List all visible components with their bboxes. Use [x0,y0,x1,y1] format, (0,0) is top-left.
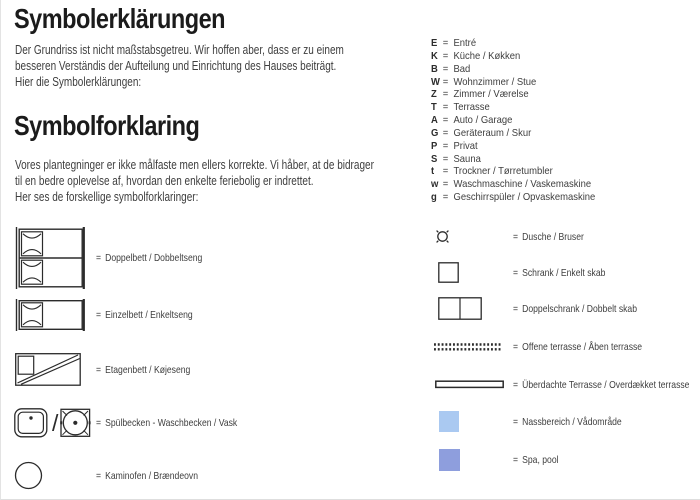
legend-item-stove [14,461,294,490]
abbr-row-P [431,140,595,153]
abbr-key: A [431,114,438,127]
legend-item-double-bed [15,227,295,289]
legend-label: = Etagenbett / Køjeseng [96,363,191,376]
abbr-row-S [431,153,595,166]
sink-rounded-icon [14,408,48,438]
abbr-value: Auto / Garage [453,114,513,127]
legend-label: = Spa, pool [513,454,559,466]
abbr-key: W [431,75,440,88]
abbr-row-A [431,114,595,127]
legend-item-cabinet [438,262,700,283]
abbr-key: g [431,191,437,204]
abbr-row-g [431,191,595,204]
legend-item-bunk-bed [15,353,295,386]
page-title-german: Symbolerklärungen [14,3,226,34]
abbr-row-K [431,50,595,63]
abbr-equals: = [442,114,449,127]
abbr-value: Waschmaschine / Vaskemaskine [453,178,592,191]
abbr-equals: = [442,88,449,101]
legend-label: = Überdachte Terrasse / Overdækket terrasse [513,378,690,391]
intro-line: Hier die Symbolerklärungen: [15,75,142,89]
legend-item-double-cabinet [438,297,700,320]
slash-separator: / [52,410,59,436]
legend-item-spa-pool [439,449,700,471]
abbr-row-W [431,76,595,89]
legend-label: = Offene terrasse / Åben terrasse [513,341,643,353]
abbr-value: Bad [453,62,471,75]
abbr-key: S [431,152,438,165]
abbr-equals: = [442,126,449,139]
legend-label: = Spülbecken - Waschbecken / Vask [96,417,238,429]
abbr-key: w [431,178,439,191]
abbr-key: T [431,101,437,114]
page-title-danish: Symbolforklaring [14,110,200,141]
legend-label: = Kaminofen / Brændeovn [96,469,198,482]
abbr-value: Küche / Køkken [453,49,521,62]
intro-line: Der Grundriss ist nicht maßstabsgetreu. Wir hoffen aber, dass er zu einem [15,43,344,57]
abbr-row-E [431,37,595,50]
abbr-key: P [431,139,438,152]
abbr-row-T [431,101,595,114]
intro-paragraph-danish [15,157,374,205]
legend-item-shower [434,228,700,245]
abbr-equals: = [442,165,449,178]
abbr-row-G [431,127,595,140]
abbr-key: E [431,37,438,49]
abbr-value: Entré [453,37,477,49]
abbr-equals: = [442,75,449,88]
legend-label: = Einzelbett / Enkeltseng [96,309,193,321]
legend-item-wet-area [439,411,700,432]
abbr-row-Z [431,88,595,101]
abbr-equals: = [442,62,449,75]
abbr-value: Wohnzimmer / Stue [453,75,537,88]
abbr-equals: = [442,178,449,191]
room-abbreviation-list [431,37,595,204]
intro-line: til en bedre oplevelse af, hvordan den enkelte feriebolig er indrettet. [15,174,314,188]
legend-item-single-bed [15,299,295,331]
legend-label: = Schrank / Enkelt skab [513,266,606,279]
abbr-equals: = [442,37,449,49]
abbr-key: G [431,126,439,139]
legend-label: = Doppelbett / Dobbeltseng [96,252,203,264]
legend-label: = Doppelschrank / Dobbelt skab [513,302,638,315]
abbr-key: t [431,165,435,178]
intro-line: besseren Verständis der Aufteilung und Einrichtung des Hauses beiträgt. [15,59,337,73]
spa-pool-icon [439,449,700,471]
abbr-equals: = [442,49,449,62]
abbr-equals: = [442,152,449,165]
abbr-value: Trockner / Tørretumbler [453,165,553,178]
abbr-key: Z [431,88,437,101]
abbr-value: Geräteraum / Skur [453,126,532,139]
sink-square-icon [60,408,91,438]
abbr-row-B [431,63,595,76]
legend-label: = Nassbereich / Vådområde [513,415,622,428]
legend-item-covered-terrace [435,380,700,389]
intro-paragraph-german [15,42,344,90]
abbr-value: Zimmer / Værelse [453,88,529,101]
abbr-row-w [431,178,595,191]
abbr-equals: = [442,191,449,204]
intro-line: Vores plantegninger er ikke målfaste men ellers korrekte. Vi håber, at de bidrager [15,158,374,172]
legend-item-sink-group [14,408,294,438]
legend-label: = Dusche / Bruser [513,230,584,243]
abbr-equals: = [442,139,449,152]
abbr-equals: = [442,101,449,114]
abbr-value: Geschirrspüler / Opvaskemaskine [453,191,596,204]
abbr-value: Sauna [453,152,481,165]
abbr-key: K [431,49,438,62]
abbr-value: Terrasse [453,101,490,114]
abbr-key: B [431,62,438,75]
legend-item-open-terrace [434,342,700,352]
abbr-row-t [431,165,595,178]
abbr-value: Privat [453,139,478,152]
intro-line: Her ses de forskellige symbolforklaringer: [15,190,199,204]
